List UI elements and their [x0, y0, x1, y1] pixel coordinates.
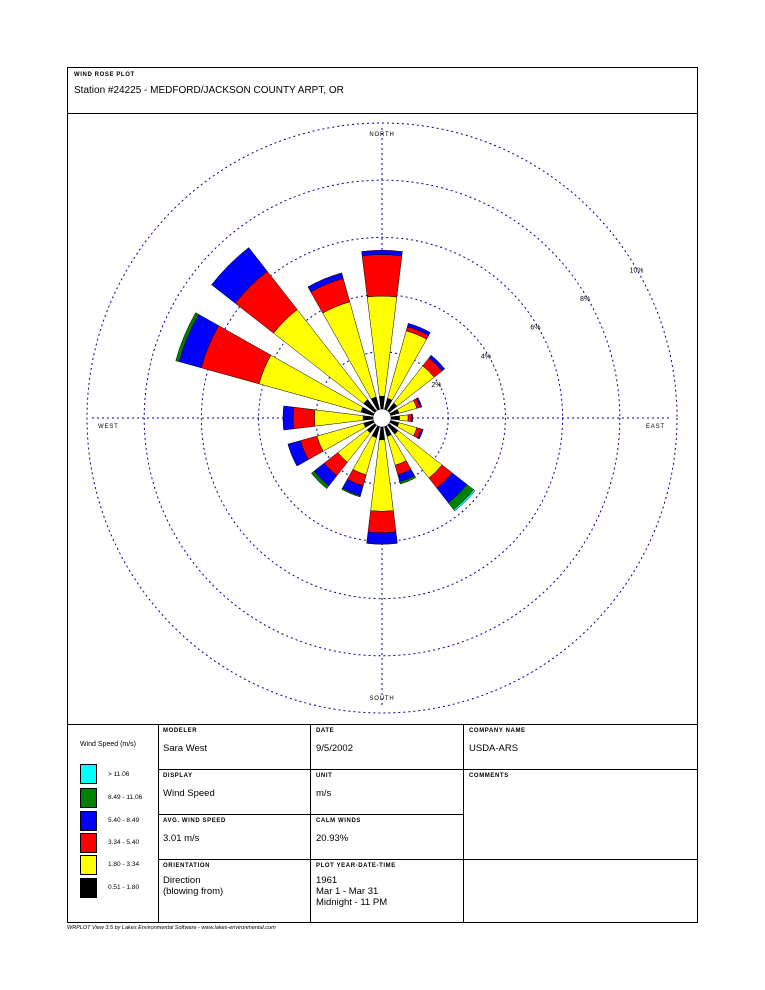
avg-speed-value: 3.01 m/s — [163, 833, 200, 844]
petal-e-bin-2 — [408, 414, 412, 421]
petal-s-bin-2 — [368, 511, 396, 533]
petal-n-bin-2 — [362, 255, 402, 297]
legend-label-540: 5.40 - 8.49 — [108, 817, 140, 824]
unit-value: m/s — [316, 788, 332, 799]
unit-caption: UNIT — [316, 773, 333, 779]
legend-label-849: 8.49 - 11.06 — [108, 794, 143, 801]
plot-frame — [67, 67, 698, 923]
company-value: USDA-ARS — [469, 743, 519, 754]
ring-label-10pct: 10% — [629, 267, 644, 275]
ring-label-2pct: 2% — [431, 381, 442, 389]
compass-south: SOUTH — [369, 696, 395, 702]
software-footer: WRPLOT View 3.5 by Lakes Environmental Software - www.lakes-environmental.com — [67, 925, 276, 931]
display-value: Wind Speed — [163, 788, 215, 799]
orientation-value-2: (blowing from) — [163, 886, 224, 897]
legend-swatch-849 — [80, 788, 97, 808]
display-caption: DISPLAY — [163, 773, 193, 779]
legend-swatch-051 — [80, 878, 97, 898]
date-value: 9/5/2002 — [316, 743, 353, 754]
compass-west: WEST — [98, 424, 119, 430]
grid-col-divider-1 — [310, 724, 311, 923]
petal-w-bin-1 — [314, 410, 363, 426]
chart-divider — [68, 724, 697, 725]
legend-label-334: 3.34 - 5.40 — [108, 839, 140, 846]
petal-w-bin-3 — [283, 406, 294, 430]
compass-north: NORTH — [369, 132, 395, 138]
grid-col-divider-2 — [463, 724, 464, 923]
petal-s-bin-0 — [379, 427, 384, 440]
orientation-caption: ORIENTATION — [163, 863, 211, 869]
legend-swatch-334 — [80, 833, 97, 853]
plot-time-caption: PLOT YEAR-DATE-TIME — [316, 863, 396, 869]
petal-e-bin-3 — [411, 414, 412, 421]
petal-w-bin-0 — [363, 416, 373, 421]
comments-caption: COMMENTS — [469, 773, 509, 779]
legend-swatch-180 — [80, 855, 97, 875]
grid-row-divider-3 — [158, 859, 697, 860]
ring-label-8pct: 8% — [579, 296, 591, 304]
legend-divider — [158, 724, 159, 923]
company-caption: COMPANY NAME — [469, 728, 526, 734]
avg-speed-caption: AVG. WIND SPEED — [163, 818, 226, 824]
orientation-value-1: Direction — [163, 875, 201, 886]
plot-type-caption: WIND ROSE PLOT — [74, 72, 135, 78]
grid-row-divider-1 — [158, 769, 697, 770]
date-caption: DATE — [316, 728, 335, 734]
petal-s-bin-3 — [367, 532, 398, 544]
legend-label-180: 1.80 - 3.34 — [108, 861, 140, 868]
calm-circle — [373, 409, 391, 427]
petal-e-bin-0 — [391, 416, 400, 420]
plot-dates-value: Mar 1 - Mar 31 — [316, 886, 379, 897]
legend-swatch-gt-11 — [80, 764, 97, 784]
plot-time-value: Midnight - 11 PM — [316, 897, 388, 908]
petal-w-bin-2 — [293, 407, 315, 429]
compass-east: EAST — [646, 424, 665, 430]
legend-label-051: 0.51 - 1.80 — [108, 884, 140, 891]
station-title: Station #24225 - MEDFORD/JACKSON COUNTY ARPT, OR — [74, 85, 344, 96]
wind-rose-chart — [68, 114, 697, 724]
modeler-value: Sara West — [163, 743, 208, 754]
petal-n-bin-0 — [379, 396, 384, 409]
calm-winds-value: 20.93% — [316, 833, 349, 844]
petal-s-bin-1 — [371, 440, 394, 512]
calm-winds-caption: CALM WINDS — [316, 818, 361, 824]
legend-swatch-540 — [80, 811, 97, 831]
plot-year-value: 1961 — [316, 875, 338, 886]
ring-label-4pct: 4% — [480, 353, 491, 361]
petal-e-bin-1 — [399, 415, 408, 421]
grid-row-divider-2 — [158, 814, 463, 815]
ring-label-6pct: 6% — [530, 324, 541, 332]
legend-title: Wind Speed (m/s) — [80, 741, 137, 748]
modeler-caption: MODELER — [163, 728, 198, 734]
legend-label-gt-11: > 11.06 — [108, 771, 130, 778]
